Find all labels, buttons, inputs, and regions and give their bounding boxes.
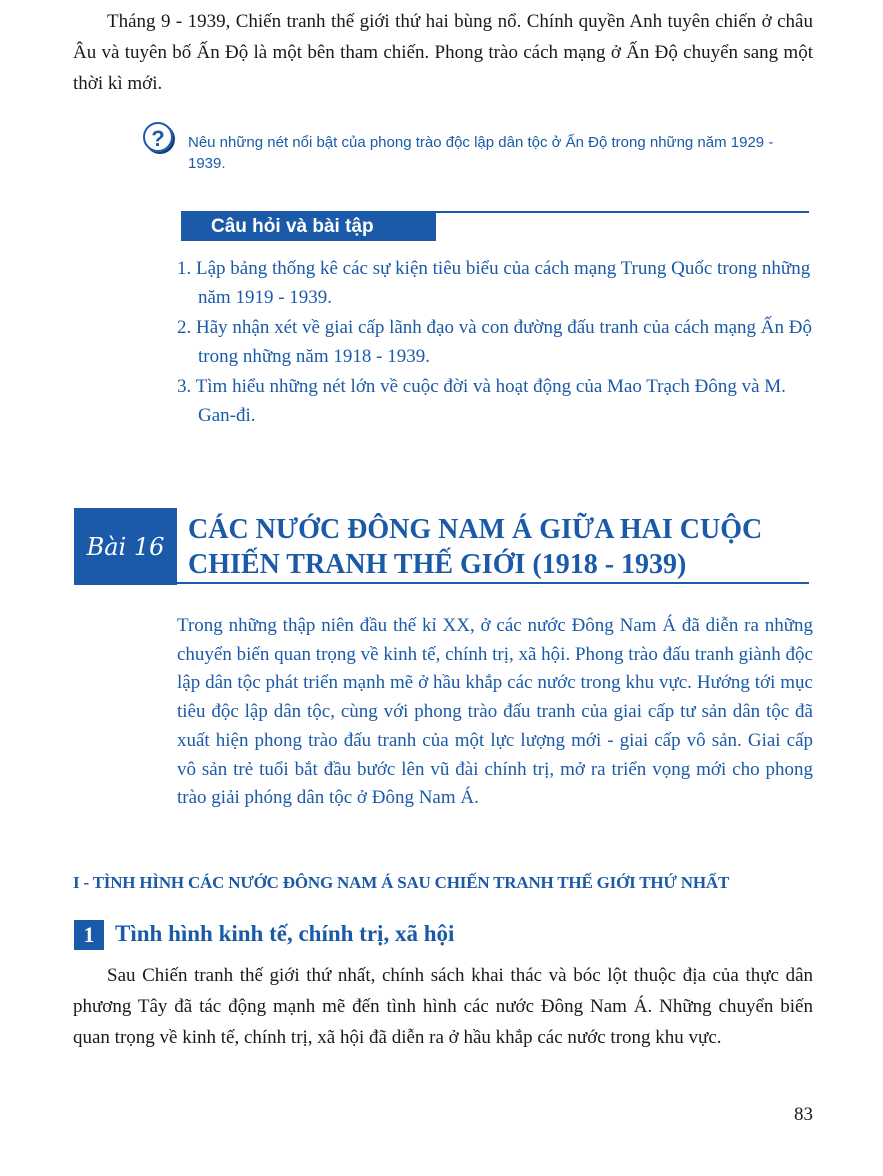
question-mark-icon: ?: [143, 122, 173, 152]
lesson-intro: Trong những thập niên đầu thế kỉ XX, ở các nước Đông Nam Á đã diễn ra những chuyển biến quan trọng về kinh tế, chính trị, xã hội. Phong trào đấu tranh giành độc lập dân tộc phát triển mạnh mẽ ở hầu khắp các nước trong khu vực. Hướng tới mục tiêu độc lập dân tộc, cùng với phong trào đấu tranh của giai cấp tư sản dân tộc đã xuất hiện phong trào đấu tranh của một lực lượng mới - giai cấp vô sản. Giai cấp vô sản trẻ tuổi bắt đầu bước lên vũ đài chính trị, mở ra triển vọng mới cho phong trào giải phóng dân tộc ở Đông Nam Á.: [177, 615, 813, 809]
lesson-label: Bài 16: [74, 508, 177, 585]
subsection-body-text: Sau Chiến tranh thế giới thứ nhất, chính sách khai thác và bóc lột thuộc địa của thực dân phương Tây đã tác động mạnh mẽ đến tình hình các nước Đông Nam Á. Những chuyển biến quan trọng về kinh tế, chính trị, xã hội đã diễn ra ở hầu khắp các nước trong khu vực.: [73, 965, 813, 1048]
intro-paragraph: [73, 6, 813, 99]
section-i-heading: I - TÌNH HÌNH CÁC NƯỚC ĐÔNG NAM Á SAU CHIẾN TRANH THẾ GIỚI THỨ NHẤT: [73, 873, 730, 892]
page-number: 83: [794, 1104, 813, 1125]
exercise-item: 1. Lập bảng thống kê các sự kiện tiêu biểu của cách mạng Trung Quốc trong những năm 1919 - 1939.: [177, 258, 811, 308]
subsection-title: Tình hình kinh tế, chính trị, xã hội: [115, 921, 455, 946]
subsection-body: [73, 960, 813, 1053]
lesson-title-divider: [177, 582, 809, 584]
intro-paragraph-text: Tháng 9 - 1939, Chiến tranh thế giới thứ hai bùng nổ. Chính quyền Anh tuyên chiến ở châu Âu và tuyên bố Ấn Độ là một bên tham chiến. Phong trào cách mạng ở Ấn Độ chuyển sang một thời kì mới.: [73, 11, 813, 94]
question-text: Nêu những nét nổi bật của phong trào độc lập dân tộc ở Ấn Độ trong những năm 1929 - 1939.: [188, 134, 774, 172]
subsection-number: 1: [74, 920, 104, 950]
exercise-item: 3. Tìm hiểu những nét lớn về cuộc đời và hoạt động của Mao Trạch Đông và M. Gan-đi.: [177, 376, 786, 426]
exercise-item: 2. Hãy nhận xét về giai cấp lãnh đạo và con đường đấu tranh của cách mạng Ấn Độ trong những năm 1918 - 1939.: [177, 317, 812, 367]
lesson-title: CÁC NƯỚC ĐÔNG NAM Á GIỮA HAI CUỘC CHIẾN TRANH THẾ GIỚI (1918 - 1939): [188, 514, 763, 580]
exercises-heading: Câu hỏi và bài tập: [181, 213, 436, 241]
exercise-list: [177, 254, 813, 431]
